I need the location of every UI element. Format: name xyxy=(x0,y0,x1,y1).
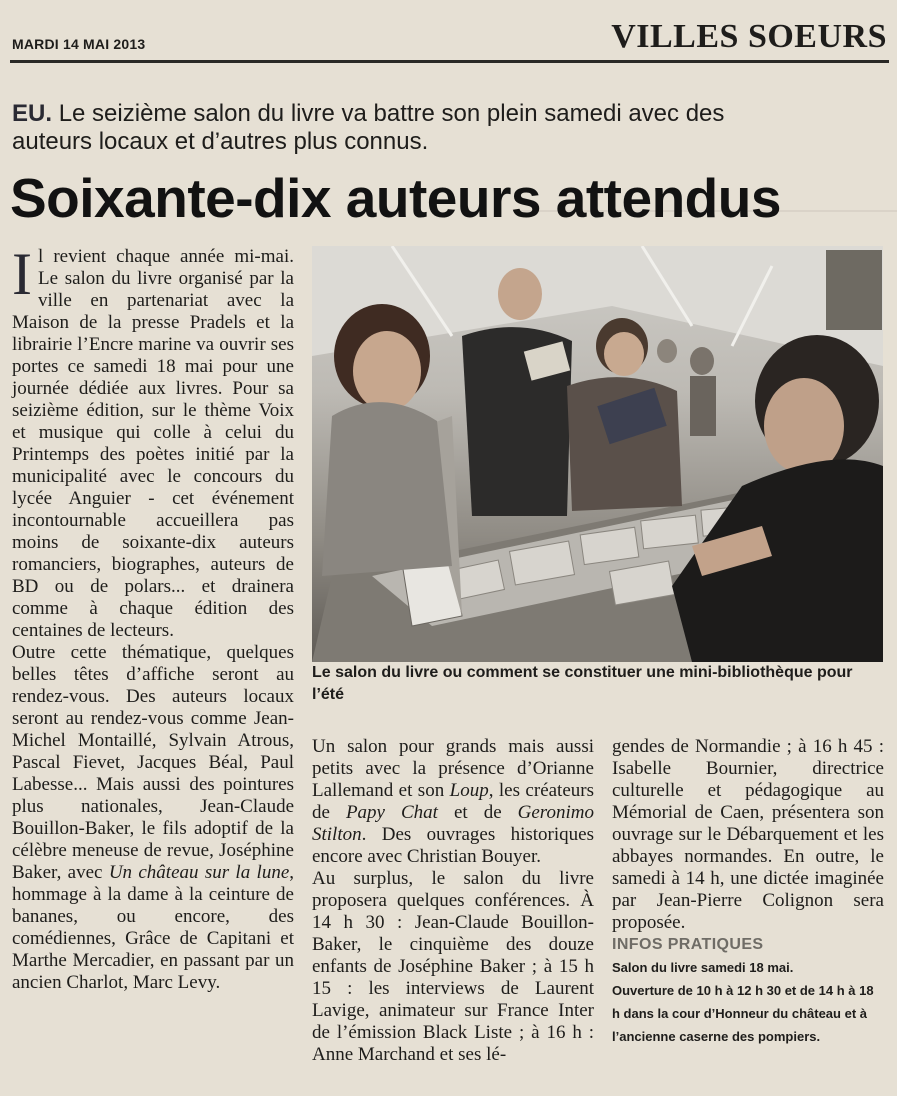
paragraph-authors xyxy=(12,642,294,994)
paragraph-conferences: Au surplus, le salon du livre proposera quelques conférences. À 14 h 30 : Jean-Claude Bouillon-Baker, le cinquième des douze enfants de Joséphine Baker ; à 15 h 15 : les interviews de Laurent Lavige, animateur sur France Inter de l’émission Black Liste ; à 16 h : Anne Marchand et ses lé- xyxy=(312,868,594,1065)
issue-date: MARDI 14 MAI 2013 xyxy=(12,36,146,52)
youth-text-b: , les créateurs de xyxy=(312,780,594,823)
kicker-text: Le seizième salon du livre va battre son plein samedi avec des auteurs locaux et d’autres plus connus. xyxy=(12,100,725,155)
intro-text: l revient chaque année mi-mai. Le salon du livre organisé par la ville en partenariat avec la Maison de la presse Pradels et la librairie l’Encre marine va ouvrir ses portes ce samedi 18 mai pour une journée dédiée aux livres. Pour sa seizième édition, sur le thème Voix et musique qui colle à celui du Printemps des poètes initié par la municipalité avec le concours du lycée Anguier - cet événement incontournable accueillera pas moins de soixante-dix auteurs romanciers, biographes, auteurs de BD ou de polars... et drainera comme à chaque édition des centaines de lecteurs. xyxy=(12,246,294,641)
article-headline: Soixante-dix auteurs attendus xyxy=(10,167,781,229)
youth-text-d: . Des ouvrages historiques encore avec Christian Bouyer. xyxy=(312,824,594,867)
article-column-2 xyxy=(312,736,594,1066)
authors-text-b: , hommage à la dame à la ceinture de bananes, ou encore, des comédiennes, Grâce de Capitani et Marthe Mercadier, en passant par un ancien Charlot, Marc Levy. xyxy=(12,862,294,993)
article-photo xyxy=(312,246,883,662)
paragraph-conferences-cont: gendes de Normandie ; à 16 h 45 : Isabelle Bournier, directrice culturelle et pédagogique au Mémorial de Caen, présentera son ouvrage sur le Débarquement et les abbayes normandes. En outre, le samedi à 14 h, une dictée imaginée par Jean-Pierre Colignon sera proposée. xyxy=(612,736,884,933)
infos-date: Salon du livre samedi 18 mai. xyxy=(612,960,794,975)
book-title-geronimo: Geronimo Stilton xyxy=(312,802,594,845)
authors-text-a: Outre cette thématique, quelques belles têtes d’affiche seront au rendez-vous. Des auteurs locaux seront au rendez-vous comme Jean-Michel Montaillé, Sylvain Atrous, Pascal Fievet, Jacques Béal, Paul Labesse... Mais aussi des pointures plus nationales, Jean-Claude Bouillon-Baker, le fils adoptif de la célèbre meneuse de revue, Joséphine Baker, avec xyxy=(12,642,294,883)
drop-cap: I xyxy=(12,241,32,307)
infos-pratiques-body xyxy=(612,956,884,1048)
book-title-papy-chat: Papy Chat xyxy=(345,802,438,823)
photo-illustration xyxy=(312,246,883,662)
youth-text-a: Un salon pour grands mais aussi petits avec la présence d’Orianne Lallemand et son xyxy=(312,736,594,801)
article-column-1 xyxy=(12,241,294,994)
header-divider xyxy=(10,60,889,63)
article-kicker xyxy=(12,100,792,156)
infos-hours: Ouverture de 10 h à 12 h 30 et de 14 h à 18 h dans la cour d’Honneur du château et à l’ancienne caserne des pompiers. xyxy=(612,983,874,1044)
youth-text-c: et de xyxy=(437,802,518,823)
section-title: VILLES SOEURS xyxy=(611,18,887,55)
paragraph-youth xyxy=(312,736,594,868)
book-title-loup: Loup xyxy=(449,780,489,801)
photo-caption: Le salon du livre ou comment se constituer une mini-bibliothèque pour l’été xyxy=(312,664,853,703)
article-location: EU. xyxy=(12,100,53,127)
book-title: Un château sur la lune xyxy=(108,862,290,883)
infos-pratiques-title: INFOS PRATIQUES xyxy=(612,936,764,953)
article-column-3 xyxy=(612,736,884,1048)
paragraph-intro xyxy=(12,241,294,642)
